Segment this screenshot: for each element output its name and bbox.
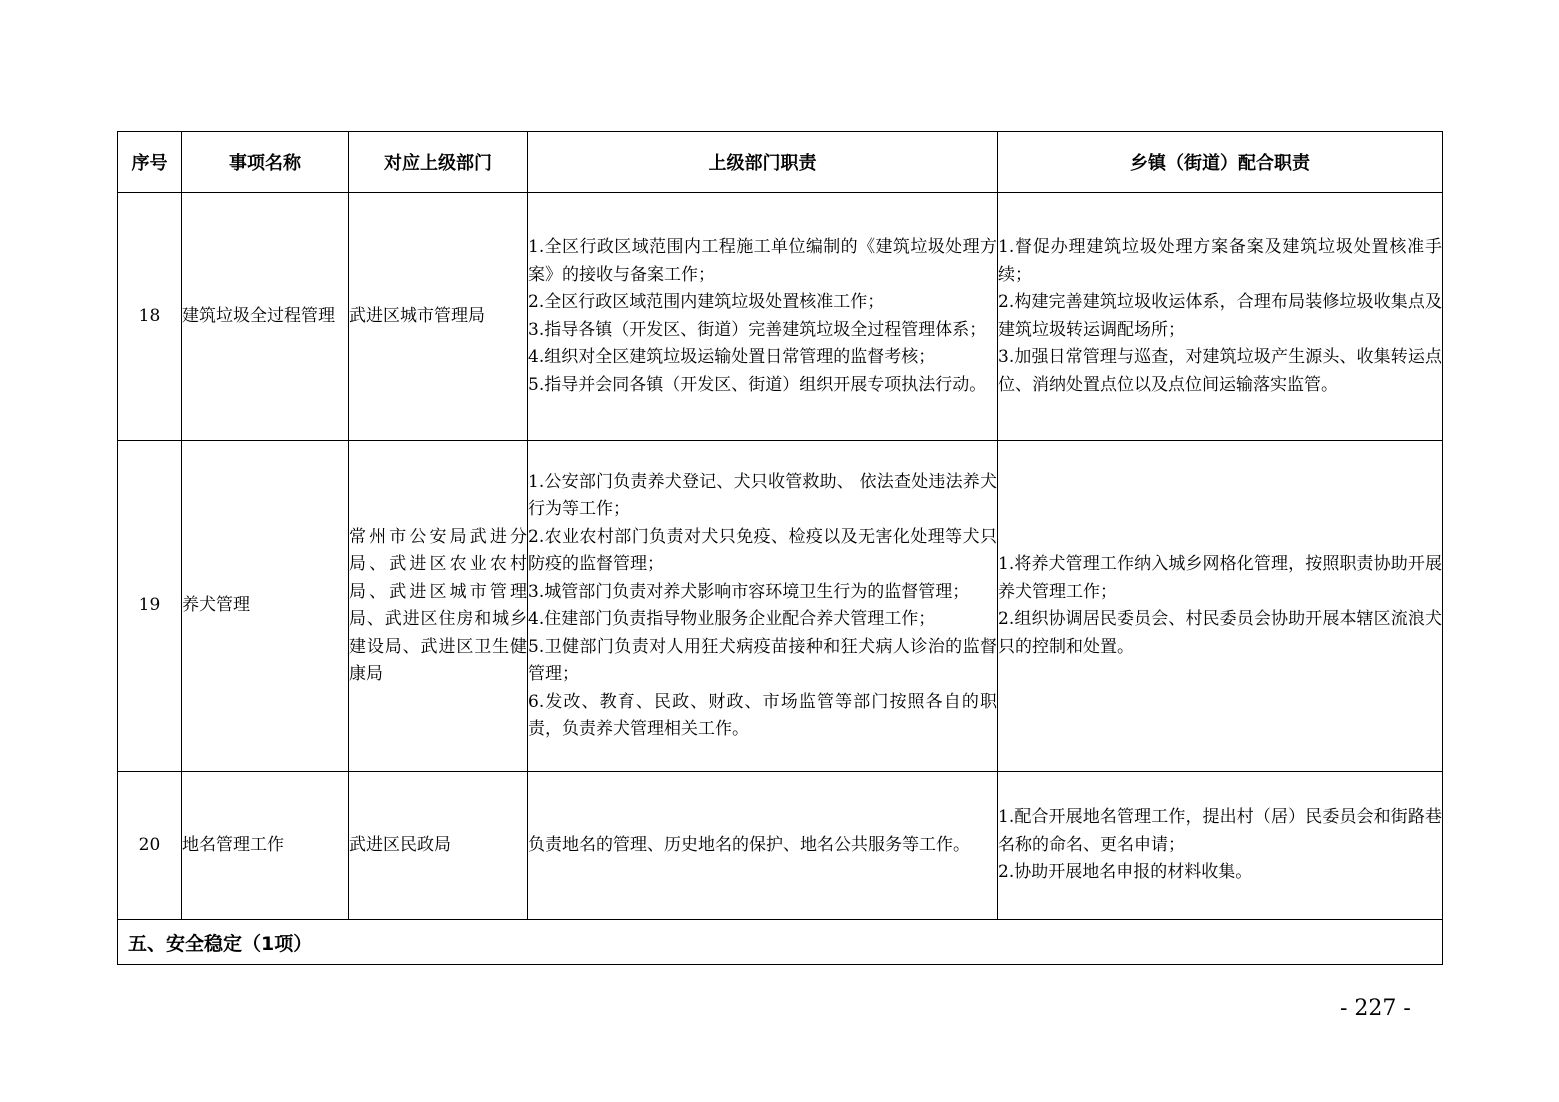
duty-item: 1.全区行政区域范围内工程施工单位编制的《建筑垃圾处理方案》的接收与备案工作；: [528, 237, 997, 285]
row-coop: [998, 772, 1443, 920]
duty-item: 2.全区行政区域范围内建筑垃圾处置核准工作；: [528, 292, 885, 312]
table-header-row: [118, 132, 1443, 193]
duty-item: 4.组织对全区建筑垃圾运输处置日常管理的监督考核；: [528, 347, 936, 367]
row-coop: [998, 441, 1443, 772]
header-dept: 对应上级部门: [349, 132, 528, 193]
row-dept: 武进区民政局: [349, 772, 528, 920]
duty-item: 3.城管部门负责对养犬影响市容环境卫生行为的监督管理；: [528, 581, 970, 602]
duties-table: [117, 131, 1443, 965]
duty-item: 5.指导并会同各镇（开发区、街道）组织开展专项执法行动。: [528, 374, 987, 395]
row-duties: [528, 772, 998, 920]
page-number: - 227 -: [1340, 996, 1411, 1021]
row-coop: [998, 193, 1443, 441]
table-row: [118, 772, 1443, 920]
duty-item: 1.公安部门负责养犬登记、犬只收管救助、 依法查处违法养犬行为等工作；: [528, 471, 997, 519]
coop-item: 2.构建完善建筑垃圾收运体系，合理布局装修垃圾收集点及建筑垃圾转运调配场所；: [998, 292, 1442, 340]
row-duties: [528, 441, 998, 772]
coop-item: 1.将养犬管理工作纳入城乡网格化管理，按照职责协助开展养犬管理工作；: [998, 554, 1442, 602]
row-item-name: 养犬管理: [182, 441, 349, 772]
header-coop: 乡镇（街道）配合职责: [998, 132, 1443, 193]
row-no: 20: [118, 772, 182, 920]
row-item-name: 地名管理工作: [182, 772, 349, 920]
coop-item: 2.协助开展地名申报的材料收集。: [998, 862, 1253, 883]
section-heading: 五、安全稳定（1项）: [118, 920, 1443, 965]
duty-item: 6.发改、教育、民政、财政、市场监管等部门按照各自的职责，负责养犬管理相关工作。: [528, 691, 997, 739]
row-dept: 常州市公安局武进分局、武进区农业农村局、武进区城市管理局、武进区住房和城乡建设局、武进区卫生健康局: [349, 441, 528, 772]
coop-item: 1.配合开展地名管理工作，提出村（居）民委员会和街路巷名称的命名、更名申请；: [998, 807, 1442, 855]
duty-item: 5.卫健部门负责对人用狂犬病疫苗接种和狂犬病人诊治的监督管理；: [528, 636, 997, 684]
header-item-name: 事项名称: [182, 132, 349, 193]
duty-item: 3.指导各镇（开发区、街道）完善建筑垃圾全过程管理体系；: [528, 319, 987, 340]
coop-item: 3.加强日常管理与巡查，对建筑垃圾产生源头、收集转运点位、消纳处置点位以及点位间运输落实监管。: [998, 347, 1442, 395]
header-duties: 上级部门职责: [528, 132, 998, 193]
row-no: 19: [118, 441, 182, 772]
table-row: [118, 193, 1443, 441]
duty-item: 4.住建部门负责指导物业服务企业配合养犬管理工作；: [528, 609, 936, 629]
table-row: [118, 441, 1443, 772]
coop-item: 2.组织协调居民委员会、村民委员会协助开展本辖区流浪犬只的控制和处置。: [998, 609, 1442, 657]
row-dept: 武进区城市管理局: [349, 193, 528, 441]
row-no: 18: [118, 193, 182, 441]
duty-item: 负责地名的管理、历史地名的保护、地名公共服务等工作。: [528, 834, 970, 855]
row-item-name: 建筑垃圾全过程管理: [182, 193, 349, 441]
duty-item: 2.农业农村部门负责对犬只免疫、检疫以及无害化处理等犬只防疫的监督管理；: [528, 526, 997, 574]
section-row: [118, 920, 1443, 965]
header-no: 序号: [118, 132, 182, 193]
row-duties: [528, 193, 998, 441]
coop-item: 1.督促办理建筑垃圾处理方案备案及建筑垃圾处置核准手续；: [998, 237, 1442, 285]
